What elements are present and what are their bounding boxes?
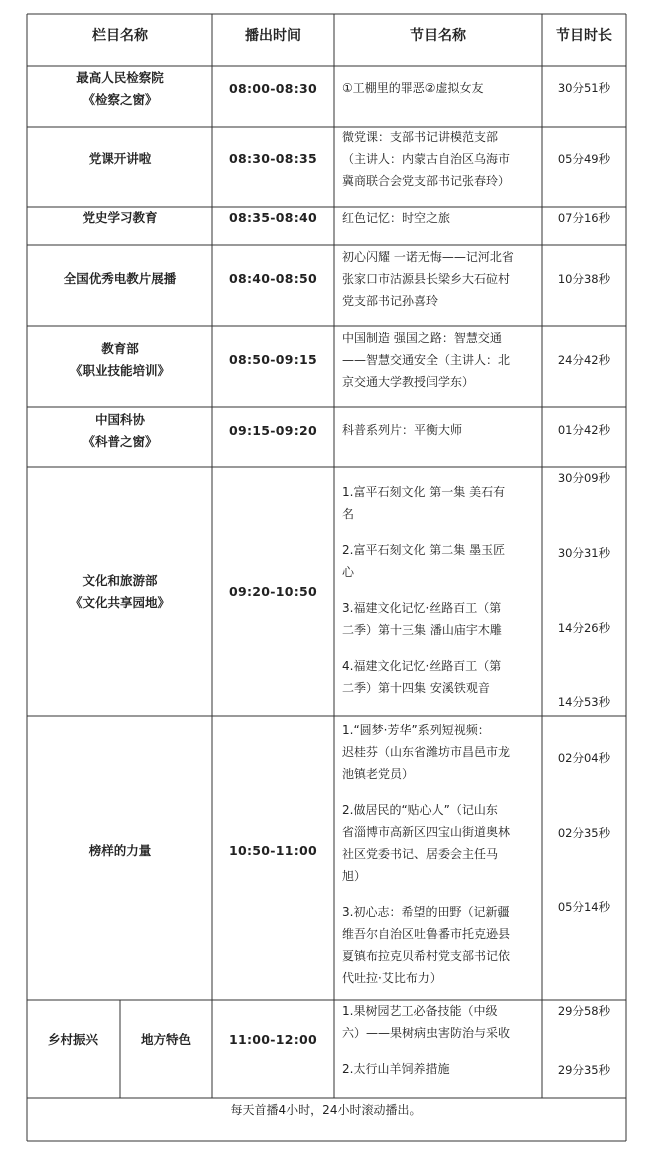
program-line: 2.做居民的“贴心人”（记山东 — [342, 803, 498, 817]
column-name-line: 榜样的力量 — [88, 843, 152, 858]
table-row — [88, 722, 611, 985]
air-time: 11:00-12:00 — [228, 1032, 318, 1047]
column-name-line: 《科普之窗》 — [82, 434, 158, 449]
program-line: 红色记忆：时空之旅 — [342, 211, 451, 225]
air-time: 08:30-08:35 — [228, 151, 318, 166]
air-time: 09:15-09:20 — [228, 423, 318, 438]
program-line: 二季）第十四集 安溪铁观音 — [342, 681, 490, 695]
duration: 29分35秒 — [557, 1063, 611, 1077]
header-program-name: 节目名称 — [410, 28, 466, 44]
program-line: （主讲人：内蒙古自治区乌海市 — [342, 152, 511, 166]
table-row — [82, 210, 610, 225]
program-line: 初心闪耀 一诺无悔——记河北省 — [342, 250, 514, 264]
column-name-line: 《职业技能培训》 — [69, 363, 171, 378]
column-name-line: 最高人民检察院 — [76, 70, 164, 85]
table-footer-note: 每天首播4小时，24小时滚动播出。 — [230, 1103, 422, 1117]
header-air-time: 播出时间 — [245, 28, 301, 44]
table-row — [82, 412, 610, 449]
program-line: 省淄博市高新区四宝山街道奥林 — [342, 825, 511, 839]
header-duration: 节目时长 — [556, 28, 612, 44]
program-line: 1.果树园艺工必备技能（中级 — [342, 1004, 498, 1018]
duration: 14分53秒 — [557, 695, 611, 709]
air-time: 09:20-10:50 — [228, 584, 318, 599]
duration: 24分42秒 — [557, 353, 611, 367]
duration: 01分42秒 — [557, 423, 611, 437]
air-time: 10:50-11:00 — [228, 843, 318, 858]
program-line: 维吾尔自治区吐鲁番市托克逊县 — [342, 927, 511, 941]
duration: 07分16秒 — [557, 211, 611, 225]
table-row — [70, 471, 611, 709]
program-line: 2.富平石刻文化 第二集 墨玉匠 — [342, 543, 506, 557]
program-line: ①工棚里的罪恶②虚拟女友 — [342, 81, 484, 95]
duration: 05分14秒 — [557, 900, 611, 914]
program-line: 夏镇布拉克贝希村党支部书记依 — [342, 949, 511, 963]
column-name-line: 乡村振兴 — [47, 1032, 99, 1047]
column-name-line: 党史学习教育 — [82, 210, 158, 225]
duration: 30分31秒 — [557, 546, 611, 560]
column-name-line: 党课开讲啦 — [88, 151, 152, 166]
duration: 29分58秒 — [557, 1004, 611, 1018]
table-row — [89, 129, 611, 188]
duration: 10分38秒 — [557, 272, 611, 286]
duration: 30分51秒 — [557, 81, 611, 95]
table-row — [76, 70, 610, 107]
program-line: 中国制造 强国之路：智慧交通 — [342, 331, 502, 345]
table-row — [64, 249, 611, 308]
program-line: 名 — [342, 507, 355, 521]
program-line: 科普系列片：平衡大师 — [342, 423, 463, 437]
program-line: 2.太行山羊饲养措施 — [342, 1062, 450, 1076]
column-name-line: 全国优秀电教片展播 — [63, 271, 177, 286]
program-line: 1.富平石刻文化 第一集 美石有 — [342, 485, 506, 499]
program-line: 1.“圆梦·芳华”系列短视频： — [342, 723, 490, 737]
program-line: 社区党委书记、居委会主任马 — [342, 847, 499, 861]
program-line: 代吐拉·艾比布力） — [342, 971, 442, 985]
column-name-line: 文化和旅游部 — [82, 573, 158, 588]
program-line: 旭） — [342, 869, 367, 883]
program-line: 冀商联合会党支部书记张春玲） — [342, 174, 511, 188]
program-line: 二季）第十三集 潘山庙宇木雕 — [342, 623, 502, 637]
duration: 02分35秒 — [557, 826, 611, 840]
column-name-line: 《检察之窗》 — [82, 92, 158, 107]
program-line: 3.初心志：希望的田野（记新疆 — [342, 905, 510, 919]
air-time: 08:00-08:30 — [228, 81, 318, 96]
table-row — [70, 330, 611, 389]
column-name-line: 教育部 — [101, 341, 139, 356]
program-line: 4.福建文化记忆·丝路百工（第 — [342, 659, 502, 673]
program-line: 池镇老党员） — [342, 767, 415, 781]
duration: 05分49秒 — [557, 152, 611, 166]
program-line: 六）——果树病虫害防治与采收 — [342, 1026, 511, 1040]
program-line: 张家口市沽源县长梁乡大石砬村 — [342, 272, 511, 286]
program-line: 京交通大学教授闫学东） — [342, 375, 475, 389]
program-line: 党支部书记孙喜玲 — [342, 294, 439, 308]
program-line: 3.福建文化记忆·丝路百工（第 — [342, 601, 502, 615]
table-row — [48, 1003, 611, 1077]
air-time: 08:40-08:50 — [228, 271, 318, 286]
program-line: 微党课：支部书记讲模范支部 — [342, 130, 499, 144]
column-name-line: 中国科协 — [94, 412, 146, 427]
program-line: ——智慧交通安全（主讲人：北 — [342, 353, 511, 367]
sub-column-name: 地方特色 — [140, 1032, 192, 1047]
air-time: 08:35-08:40 — [228, 210, 318, 225]
duration: 02分04秒 — [557, 751, 611, 765]
column-name-line: 《文化共享园地》 — [69, 595, 171, 610]
air-time: 08:50-09:15 — [228, 352, 318, 367]
duration: 30分09秒 — [557, 471, 611, 485]
header-column-name: 栏目名称 — [92, 28, 148, 44]
duration: 14分26秒 — [557, 621, 611, 635]
program-line: 心 — [342, 565, 355, 579]
table-header — [92, 27, 612, 44]
program-line: 迟桂芬（山东省潍坊市昌邑市龙 — [342, 745, 511, 759]
